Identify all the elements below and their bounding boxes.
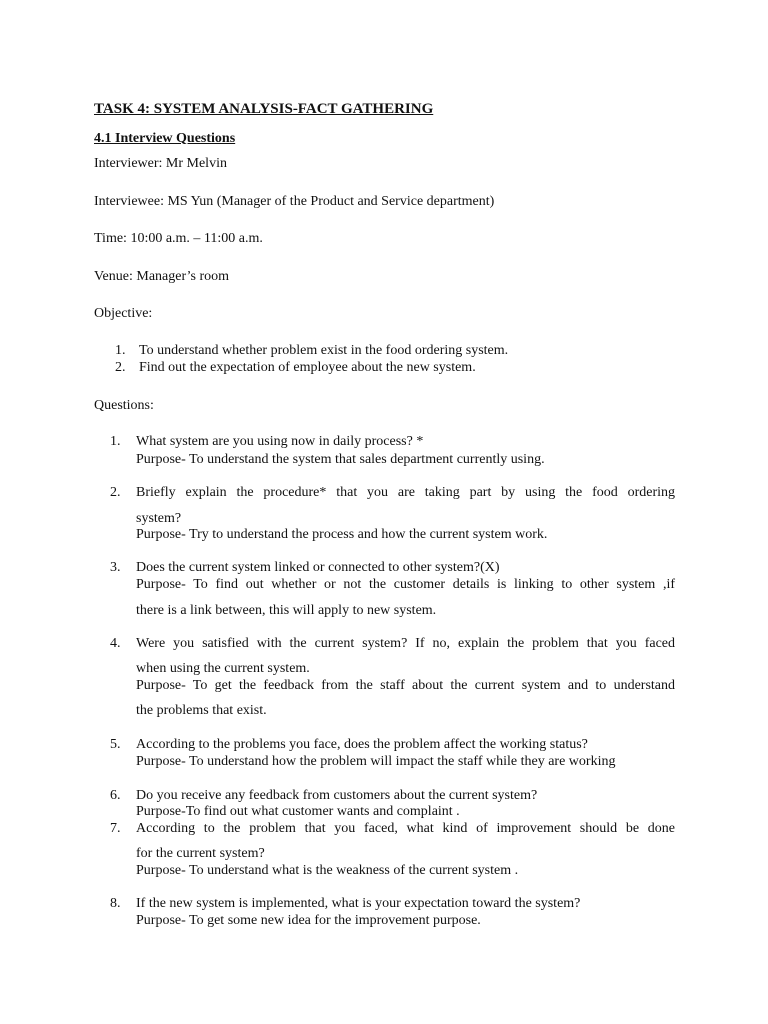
question-number: 5. [110, 737, 121, 752]
question-purpose: Purpose- To understand the system that sales department currently using. [136, 452, 545, 467]
question-number: 3. [110, 560, 121, 575]
interviewer-line: Interviewer: Mr Melvin [94, 156, 227, 171]
objective-item: Find out the expectation of employee about the new system. [139, 360, 476, 375]
objective-number: 2. [115, 360, 126, 375]
question-text: system? [136, 511, 182, 526]
question-number: 4. [110, 636, 121, 651]
question-text: when using the current system. [136, 661, 310, 676]
question-purpose: Purpose- To get some new idea for the improvement purpose. [136, 913, 481, 928]
question-number: 1. [110, 434, 121, 449]
question-purpose: there is a link between, this will apply to new system. [136, 603, 437, 618]
question-purpose: Purpose- To find out whether or not the customer details is linking to other system ,if [136, 577, 675, 592]
time-line: Time: 10:00 a.m. – 11:00 a.m. [94, 231, 263, 246]
questions-label: Questions: [94, 398, 154, 413]
question-purpose: Purpose- To get the feedback from the staff about the current system and to understand [136, 678, 675, 693]
section-heading: 4.1 Interview Questions [94, 131, 236, 146]
venue-line: Venue: Manager’s room [94, 269, 230, 284]
question-text: Do you receive any feedback from customers about the current system? [136, 788, 538, 803]
question-text: Does the current system linked or connected to other system?(X) [136, 560, 500, 575]
question-text: According to the problems you face, does the problem affect the working status? [136, 737, 588, 752]
objective-label: Objective: [94, 306, 153, 321]
objective-number: 1. [115, 343, 126, 358]
question-purpose: Purpose- Try to understand the process and how the current system work. [136, 527, 548, 542]
question-purpose: Purpose- To understand what is the weakness of the current system . [136, 863, 519, 878]
question-purpose: Purpose- To understand how the problem will impact the staff while they are working [136, 754, 616, 769]
question-text: Were you satisfied with the current system? If no, explain the problem that you faced [136, 636, 675, 651]
question-text: for the current system? [136, 846, 265, 861]
question-purpose: the problems that exist. [136, 703, 267, 718]
interviewee-line: Interviewee: MS Yun (Manager of the Product and Service department) [94, 194, 495, 209]
question-text: What system are you using now in daily process? * [136, 434, 424, 449]
question-text: If the new system is implemented, what is your expectation toward the system? [136, 896, 581, 911]
question-purpose: Purpose-To find out what customer wants and complaint . [136, 804, 460, 819]
task-heading: TASK 4: SYSTEM ANALYSIS-FACT GATHERING [94, 101, 434, 117]
question-text: According to the problem that you faced, what kind of improvement should be done [136, 821, 675, 836]
question-number: 8. [110, 896, 121, 911]
question-number: 2. [110, 485, 121, 500]
objective-item: To understand whether problem exist in the food ordering system. [139, 343, 509, 358]
question-text: Briefly explain the procedure* that you are taking part by using the food ordering [136, 485, 675, 500]
question-number: 6. [110, 788, 121, 803]
question-number: 7. [110, 821, 121, 836]
